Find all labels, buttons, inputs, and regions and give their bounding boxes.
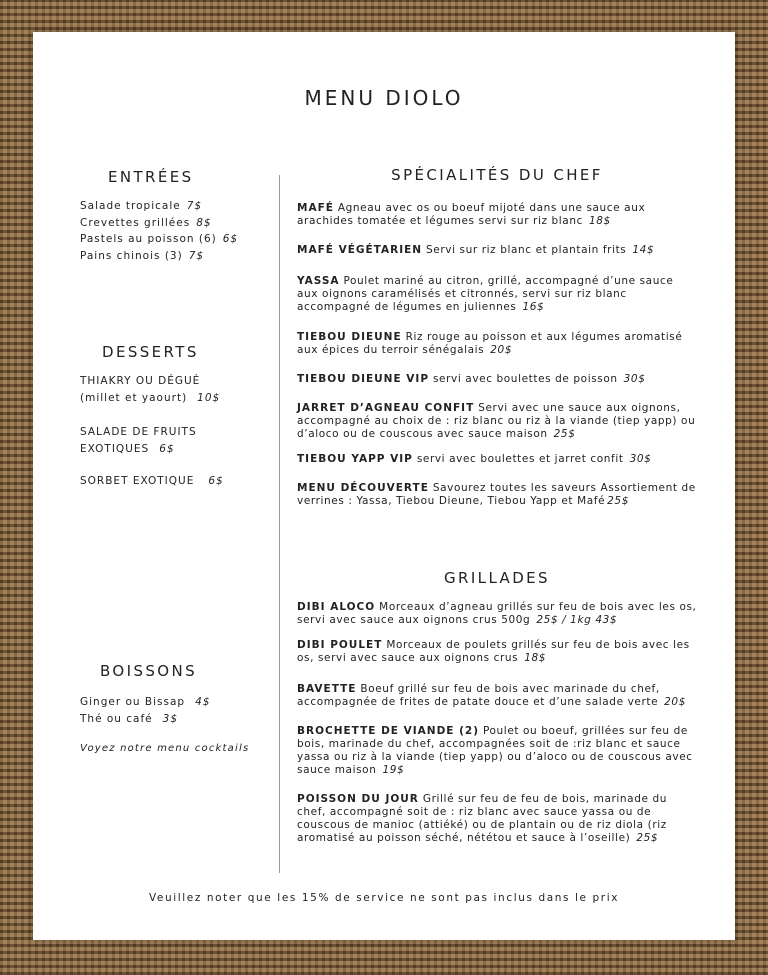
specialites-heading: SPÉCIALITÉS DU CHEF <box>391 166 603 184</box>
dish-item: DIBI POULET Morceaux de poulets grillés sur feu de bois avec les os, servi avec sauce aux oignons crus 18$ <box>297 639 690 664</box>
dessert-item: THIAKRY OU DÉGUÉ (millet et yaourt) 10$ <box>80 375 221 404</box>
grillades-heading: GRILLADES <box>444 569 550 587</box>
entree-item: Pains chinois (3) 7$ <box>80 249 205 262</box>
dessert-item: SALADE DE FRUITS EXOTIQUES 6$ <box>80 426 197 455</box>
boissons-section <box>80 662 270 754</box>
entrees-section <box>80 168 270 264</box>
dish-item: MAFÉ Agneau avec os ou boeuf mijoté dans une sauce aux arachides tomatée et légumes servi sur riz blanc 18$ <box>297 202 646 227</box>
dish-item: YASSA Poulet mariné au citron, grillé, accompagné d’une sauce aux oignons caramélisés et citronnés, servi sur riz blanc accompagné de légumes en juliennes 16$ <box>297 275 674 313</box>
menu-sheet <box>33 32 735 940</box>
entrees-heading: ENTRÉES <box>108 168 194 186</box>
menu-title: MENU DIOLO <box>304 86 464 110</box>
dish-item: POISSON DU JOUR Grillé sur feu de feu de bois, marinade du chef, accompagné soit de : riz blanc avec sauce yassa ou de couscous de manioc (attiéké) ou de plantain ou de riz diola (riz aromatisé au poisson séché, nététou et sauce à l’oseille) 25$ <box>297 793 667 844</box>
cocktails-note: Voyez notre menu cocktails <box>80 743 250 754</box>
grillades-section <box>297 569 697 845</box>
boisson-item: Ginger ou Bissap 4$ <box>80 696 211 708</box>
desserts-section <box>80 343 270 490</box>
boisson-item: Thé ou café 3$ <box>80 712 179 725</box>
dish-item: JARRET D’AGNEAU CONFIT Servi avec une sauce aux oignons, accompagné au choix de : riz blanc ou riz à la viande (tiep yapp) ou d’aloco ou de couscous avec sauce maison 25$ <box>297 402 696 440</box>
desserts-heading: DESSERTS <box>102 343 199 361</box>
column-divider <box>279 175 280 873</box>
dish-item: MAFÉ VÉGÉTARIEN Servi sur riz blanc et plantain frits 14$ <box>297 244 655 256</box>
dessert-item: SORBET EXOTIQUE 6$ <box>80 475 224 487</box>
dish-item: DIBI ALOCO Morceaux d’agneau grillés sur feu de bois avec les os, servi avec sauce aux oignons crus 500g 25$ / 1kg 43$ <box>297 601 697 626</box>
dish-item: TIEBOU DIEUNE Riz rouge au poisson et aux légumes aromatisé aux épices du terroir sénégalais 20$ <box>297 331 683 356</box>
dish-item: BAVETTE Boeuf grillé sur feu de bois avec marinade du chef, accompagnée de frites de patate douce et d’une salade verte 20$ <box>297 683 686 708</box>
entree-item: Pastels au poisson (6) 6$ <box>80 233 239 245</box>
dish-item: MENU DÉCOUVERTE Savourez toutes les saveurs Assortiement de verrines : Yassa, Tiebou Dieune, Tiebou Yapp et Mafé 25$ <box>297 482 696 507</box>
dish-item: TIEBOU DIEUNE VIP servi avec boulettes de poisson 30$ <box>297 373 646 385</box>
entree-item: Crevettes grillées 8$ <box>80 216 212 229</box>
specialites-section <box>297 166 697 508</box>
service-footer-note: Veuillez noter que les 15% de service ne sont pas inclus dans le prix <box>148 892 620 904</box>
boissons-heading: BOISSONS <box>100 662 198 680</box>
dish-item: TIEBOU YAPP VIP servi avec boulettes et jarret confit 30$ <box>297 453 652 465</box>
dish-item: BROCHETTE DE VIANDE (2) Poulet ou boeuf, grillées sur feu de bois, marinade du chef, accompagnées soit de :riz blanc et sauce yassa ou riz à la viande (tiep yapp) ou d’aloco ou de couscous avec sauce maison 19$ <box>297 725 693 776</box>
entree-item: Salade tropicale 7$ <box>80 200 203 212</box>
